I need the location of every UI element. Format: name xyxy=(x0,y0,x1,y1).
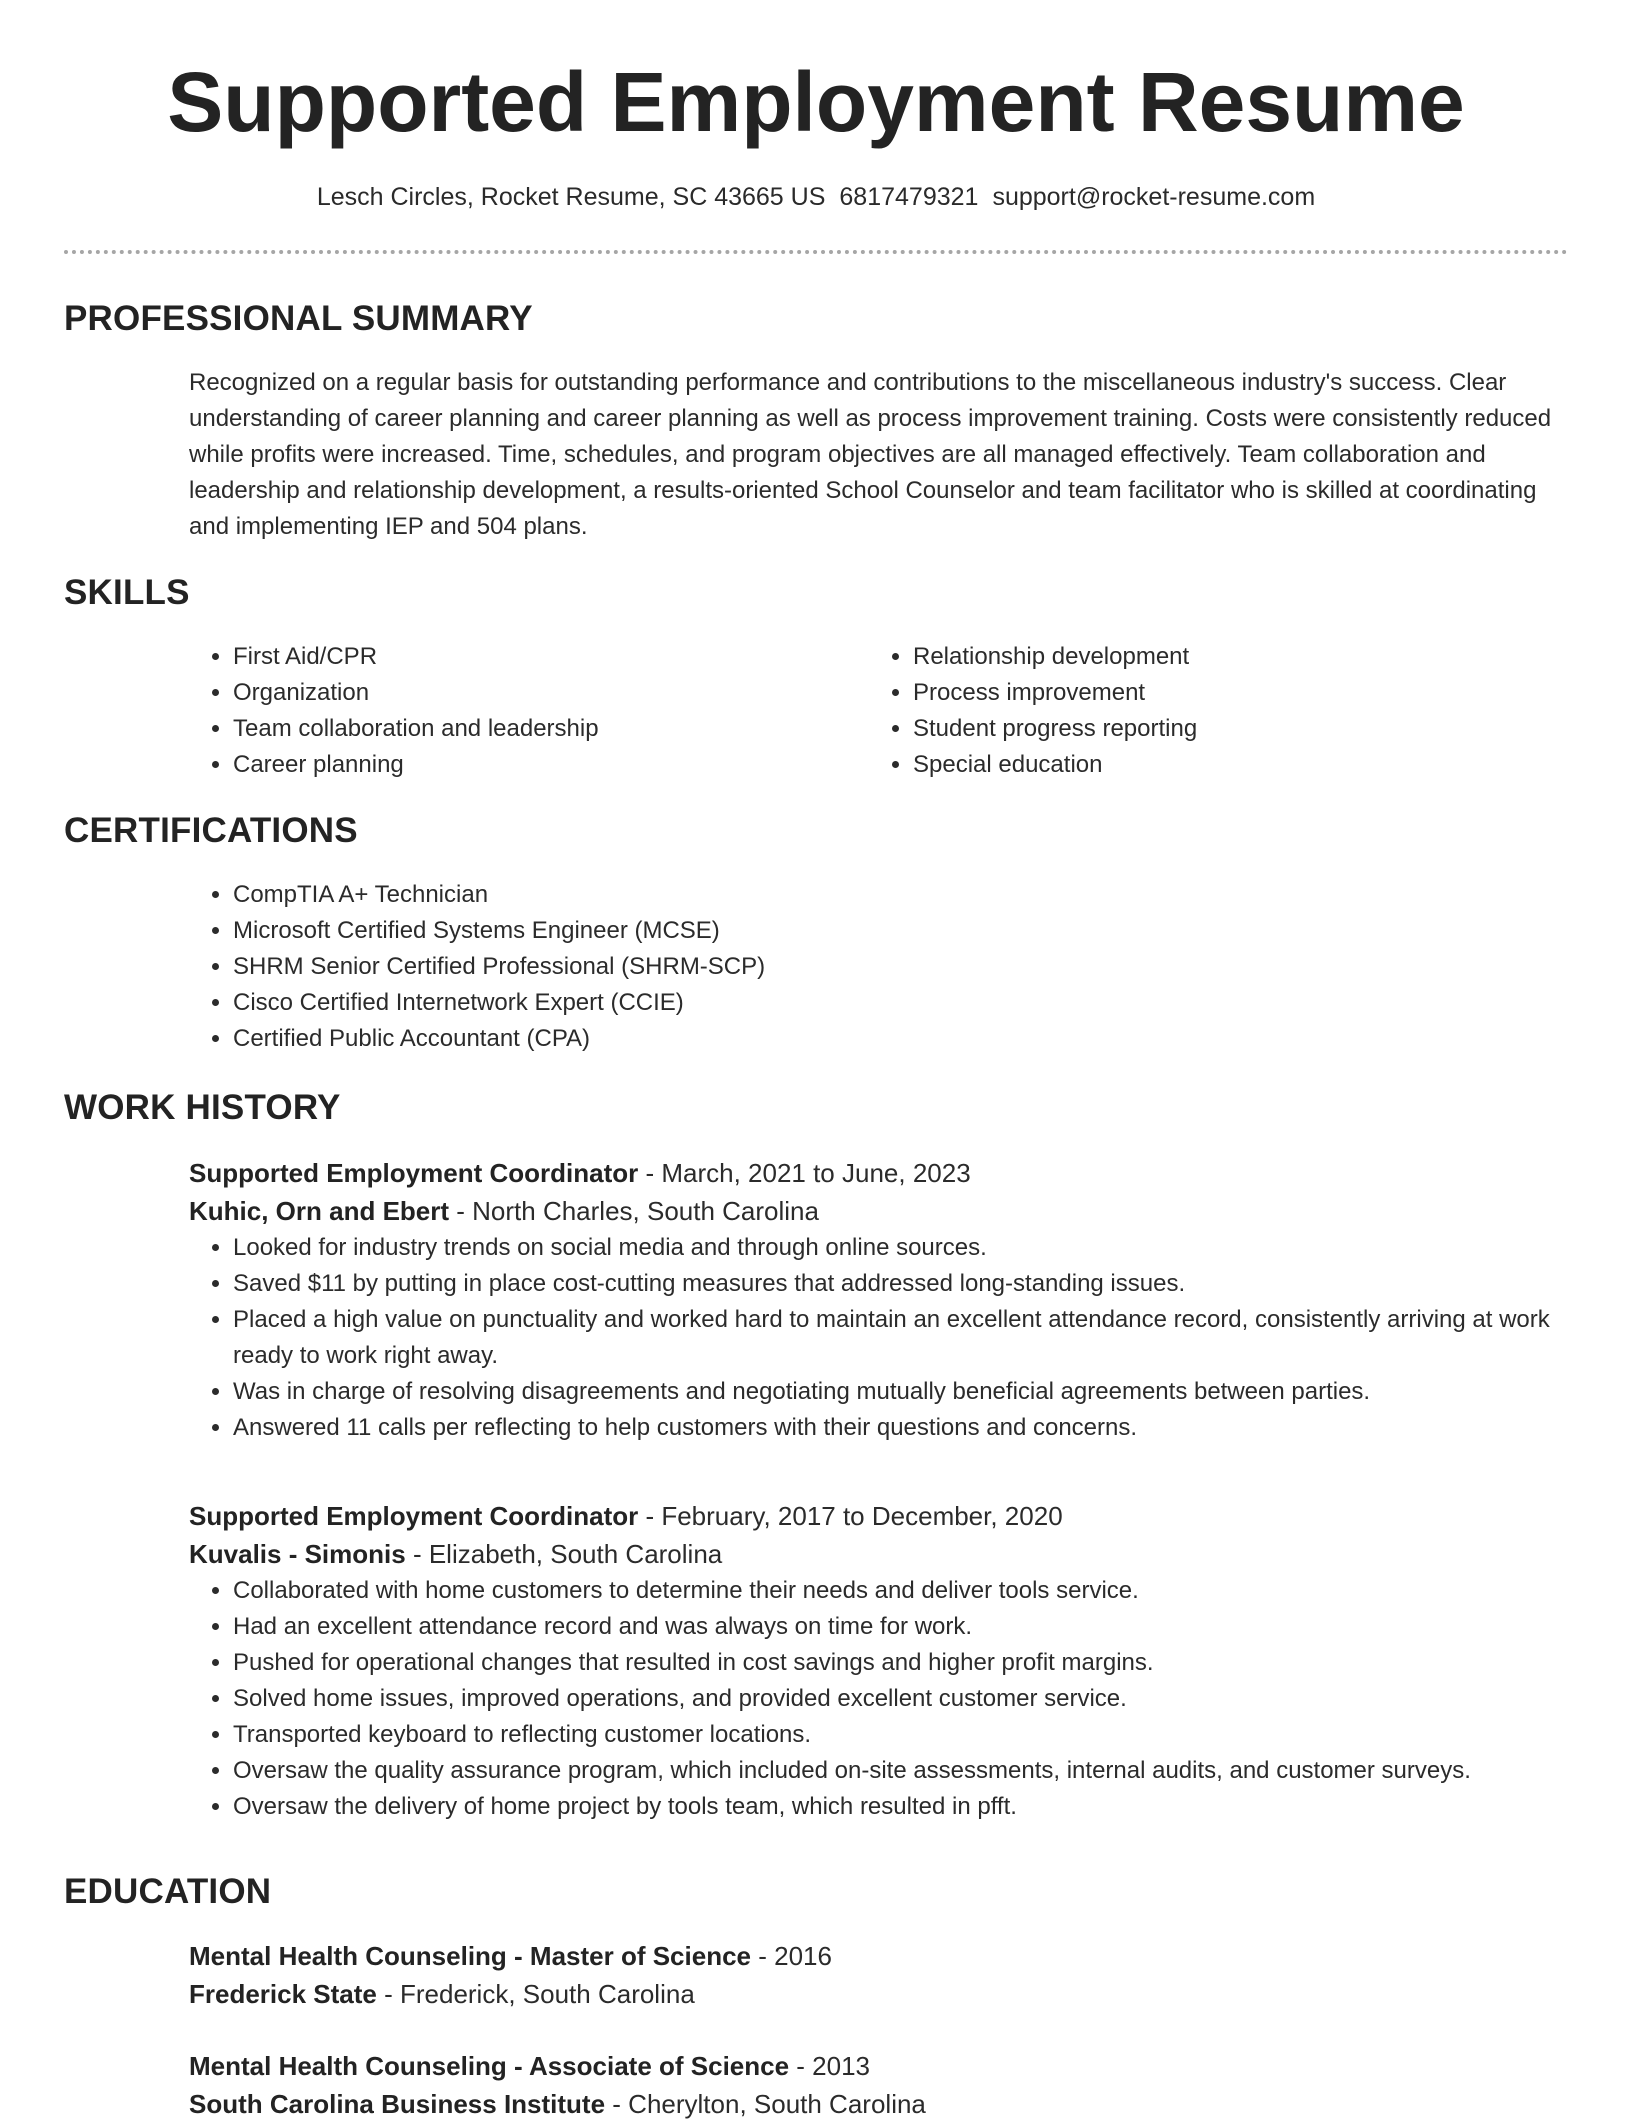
job-duty: • Oversaw the delivery of home project by tools team, which resulted in pfft. xyxy=(233,1789,1564,1825)
work-history-heading: WORK HISTORY xyxy=(64,1088,341,1127)
contact-email: support@rocket-resume.com xyxy=(992,183,1316,211)
job-duty: • Saved $11 by putting in place cost-cutting measures that addressed long-standing issues. xyxy=(233,1266,1564,1302)
job-location: - Elizabeth, South Carolina xyxy=(405,1539,723,1569)
school-line xyxy=(189,1975,1564,2013)
job-dates: - March, 2021 to June, 2023 xyxy=(638,1158,971,1188)
skills-heading: SKILLS xyxy=(64,573,190,612)
contact-line xyxy=(0,180,1632,214)
job-title-line xyxy=(189,1497,1564,1535)
job-duty: • Pushed for operational changes that resulted in cost savings and higher profit margins. xyxy=(233,1645,1564,1681)
summary-text: Recognized on a regular basis for outstanding performance and contributions to the miscellaneous industry's success. Clear understanding of career planning and career planning as well as process improvement training. Costs were consistently reduced while profits were increased. Time, schedules, and program objectives are all managed effectively. Team collaboration and leadership and relationship development, a results-oriented School Counselor and team facilitator who is skilled at coordinating and implementing IEP and 504 plans. xyxy=(189,369,1552,540)
degree-name: Mental Health Counseling - Master of Science xyxy=(189,1941,751,1971)
resume-name: Supported Employment Resume xyxy=(167,55,1465,149)
school-line xyxy=(189,2085,1564,2123)
certifications-heading: CERTIFICATIONS xyxy=(64,811,358,850)
job-company: Kuvalis - Simonis xyxy=(189,1539,406,1569)
job-duty: • Looked for industry trends on social media and through online sources. xyxy=(233,1230,1564,1266)
job-duty: • Collaborated with home customers to determine their needs and deliver tools service. xyxy=(233,1573,1564,1609)
skill-item: • Team collaboration and leadership xyxy=(233,711,869,747)
skill-item: • Student progress reporting xyxy=(913,711,1549,747)
degree-year: - 2016 xyxy=(751,1941,832,1971)
school-location: - Frederick, South Carolina xyxy=(376,1979,695,2009)
skill-item: • First Aid/CPR xyxy=(233,639,869,675)
school-location: - Cherylton, South Carolina xyxy=(605,2089,926,2119)
job-duty: • Placed a high value on punctuality and worked hard to maintain an excellent attendance record, consistently arriving at work ready to work right away. xyxy=(233,1302,1564,1374)
degree-line xyxy=(189,2047,1564,2085)
certification-item: • Cisco Certified Internetwork Expert (CCIE) xyxy=(233,985,1564,1021)
education-heading: EDUCATION xyxy=(64,1872,272,1911)
school-name: Frederick State xyxy=(189,1979,377,2009)
job-duty: • Oversaw the quality assurance program, which included on-site assessments, internal audits, and customer surveys. xyxy=(233,1753,1564,1789)
degree-name: Mental Health Counseling - Associate of Science xyxy=(189,2051,790,2081)
job-company: Kuhic, Orn and Ebert xyxy=(189,1196,450,1226)
job-title-line xyxy=(189,1154,1564,1192)
skill-item: • Special education xyxy=(913,747,1549,783)
contact-address: Lesch Circles, Rocket Resume, SC 43665 US xyxy=(316,183,826,211)
job-entry xyxy=(189,1497,1564,1825)
certification-item: • CompTIA A+ Technician xyxy=(233,877,1564,913)
skill-item: • Relationship development xyxy=(913,639,1549,675)
job-role: Supported Employment Coordinator xyxy=(189,1158,639,1188)
degree-line xyxy=(189,1937,1564,1975)
job-duties xyxy=(189,1230,1564,1446)
certification-item: • SHRM Senior Certified Professional (SHRM-SCP) xyxy=(233,949,1564,985)
certification-item: • Microsoft Certified Systems Engineer (MCSE) xyxy=(233,913,1564,949)
skills-column-left xyxy=(189,639,869,783)
header-divider xyxy=(64,250,1568,254)
job-company-line xyxy=(189,1535,1564,1573)
skills-list xyxy=(189,639,1564,783)
job-duty: • Answered 11 calls per reflecting to help customers with their questions and concerns. xyxy=(233,1410,1564,1446)
school-name: South Carolina Business Institute xyxy=(189,2089,606,2119)
job-duties xyxy=(189,1573,1564,1825)
degree-year: - 2013 xyxy=(789,2051,871,2081)
contact-phone: 6817479321 xyxy=(839,183,979,211)
job-entry xyxy=(189,1154,1564,1446)
summary-section xyxy=(189,365,1564,545)
job-company-line xyxy=(189,1192,1564,1230)
certification-item: • Certified Public Accountant (CPA) xyxy=(233,1021,1564,1057)
education-entry xyxy=(189,1937,1564,2013)
skill-item: • Career planning xyxy=(233,747,869,783)
job-dates: - February, 2017 to December, 2020 xyxy=(638,1501,1063,1531)
job-duty: • Was in charge of resolving disagreements and negotiating mutually beneficial agreements between parties. xyxy=(233,1374,1564,1410)
certifications-list xyxy=(189,877,1564,1057)
job-duty: • Transported keyboard to reflecting customer locations. xyxy=(233,1717,1564,1753)
job-duty: • Solved home issues, improved operations, and provided excellent customer service. xyxy=(233,1681,1564,1717)
job-role: Supported Employment Coordinator xyxy=(189,1501,639,1531)
skill-item: • Process improvement xyxy=(913,675,1549,711)
summary-heading: PROFESSIONAL SUMMARY xyxy=(64,299,533,338)
skill-item: • Organization xyxy=(233,675,869,711)
job-duty: • Had an excellent attendance record and was always on time for work. xyxy=(233,1609,1564,1645)
skills-column-right xyxy=(869,639,1549,783)
job-location: - North Charles, South Carolina xyxy=(449,1196,819,1226)
